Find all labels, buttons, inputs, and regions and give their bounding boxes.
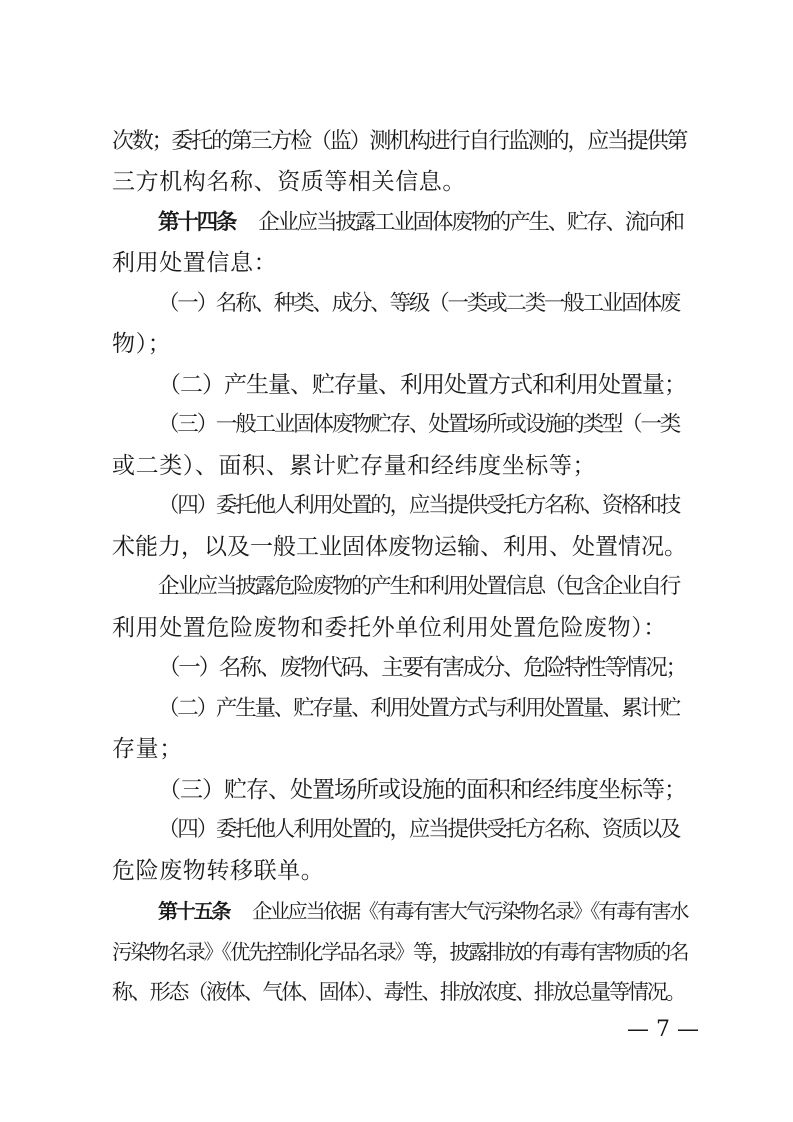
line-text: 企业应当依据《有毒有害大气污染物名录》《有毒有害水 xyxy=(252,899,688,923)
line-text: 企业应当披露工业固体废物的产生、贮存、流向和 xyxy=(258,210,683,235)
line-text: 称、形态（液体、气体、固体）、毒性、排放浓度、排放总量等情况。 xyxy=(112,980,685,1004)
text-line xyxy=(158,492,679,520)
text-line xyxy=(112,452,596,480)
line-text: 术能力，以及一般工业固体废物运输、利用、处置情况。 xyxy=(112,534,687,560)
line-text: （一）名称、废物代码、主要有害成分、危险特性等情况； xyxy=(158,655,686,681)
text-line xyxy=(158,816,679,844)
text-line xyxy=(112,168,466,196)
line-text: 或二类）、面积、累计贮存量和经纬度坐标等； xyxy=(112,453,597,479)
text-line xyxy=(158,411,679,439)
line-text: 存量； xyxy=(112,736,183,762)
text-line xyxy=(112,938,687,966)
text-line xyxy=(158,371,686,399)
text-line xyxy=(112,330,171,358)
line-text: （四）委托他人利用处置的，应当提供受托方名称、资格和技 xyxy=(158,493,680,518)
page-number: — 7 — xyxy=(627,1017,699,1042)
text-line xyxy=(112,249,277,277)
text-line xyxy=(158,776,686,804)
text-line xyxy=(158,290,679,318)
line-text: （三）一般工业固体废物贮存、处置场所或设施的类型（一类 xyxy=(158,412,680,437)
line-text: 利用处置信息： xyxy=(112,250,278,276)
text-line xyxy=(112,128,686,156)
line-text: 三方机构名称、资质等相关信息。 xyxy=(112,169,466,195)
article-15-heading xyxy=(158,897,687,925)
line-text: 企业应当披露危险废物的产生和利用处置信息（包含企业自行 xyxy=(158,574,680,599)
line-text: （一）名称、种类、成分、等级（一类或二类一般工业固体废 xyxy=(158,291,680,316)
text-line xyxy=(158,695,679,723)
text-line xyxy=(112,978,684,1006)
line-text: （三）贮存、处置场所或设施的面积和经纬度坐标等； xyxy=(158,777,686,803)
text-line xyxy=(112,533,687,561)
text-line xyxy=(112,857,324,885)
line-text: 利用处置危险废物和委托外单位利用处置危险废物）： xyxy=(112,615,667,641)
article-number: 第十五条 xyxy=(158,899,230,923)
line-text: 危险废物转移联单。 xyxy=(112,858,325,884)
article-14-heading xyxy=(158,209,683,237)
text-line xyxy=(112,735,183,763)
line-text: （二）产生量、贮存量、利用处置方式和利用处置量； xyxy=(158,372,686,398)
line-text: 污染物名录》《优先控制化学品名录》等，披露排放的有毒有害物质的名 xyxy=(112,940,688,964)
article-number: 第十四条 xyxy=(158,210,236,235)
text-line xyxy=(158,654,686,682)
line-text: （二）产生量、贮存量、利用处置方式与利用处置量、累计贮 xyxy=(158,696,680,721)
line-text: 物）； xyxy=(112,331,172,357)
line-text: 次数；委托的第三方检（监）测机构进行自行监测的，应当提供第 xyxy=(112,129,687,154)
line-text: （四）委托他人利用处置的，应当提供受托方名称、资质以及 xyxy=(158,817,680,842)
text-line xyxy=(158,573,679,601)
text-line xyxy=(112,614,667,642)
